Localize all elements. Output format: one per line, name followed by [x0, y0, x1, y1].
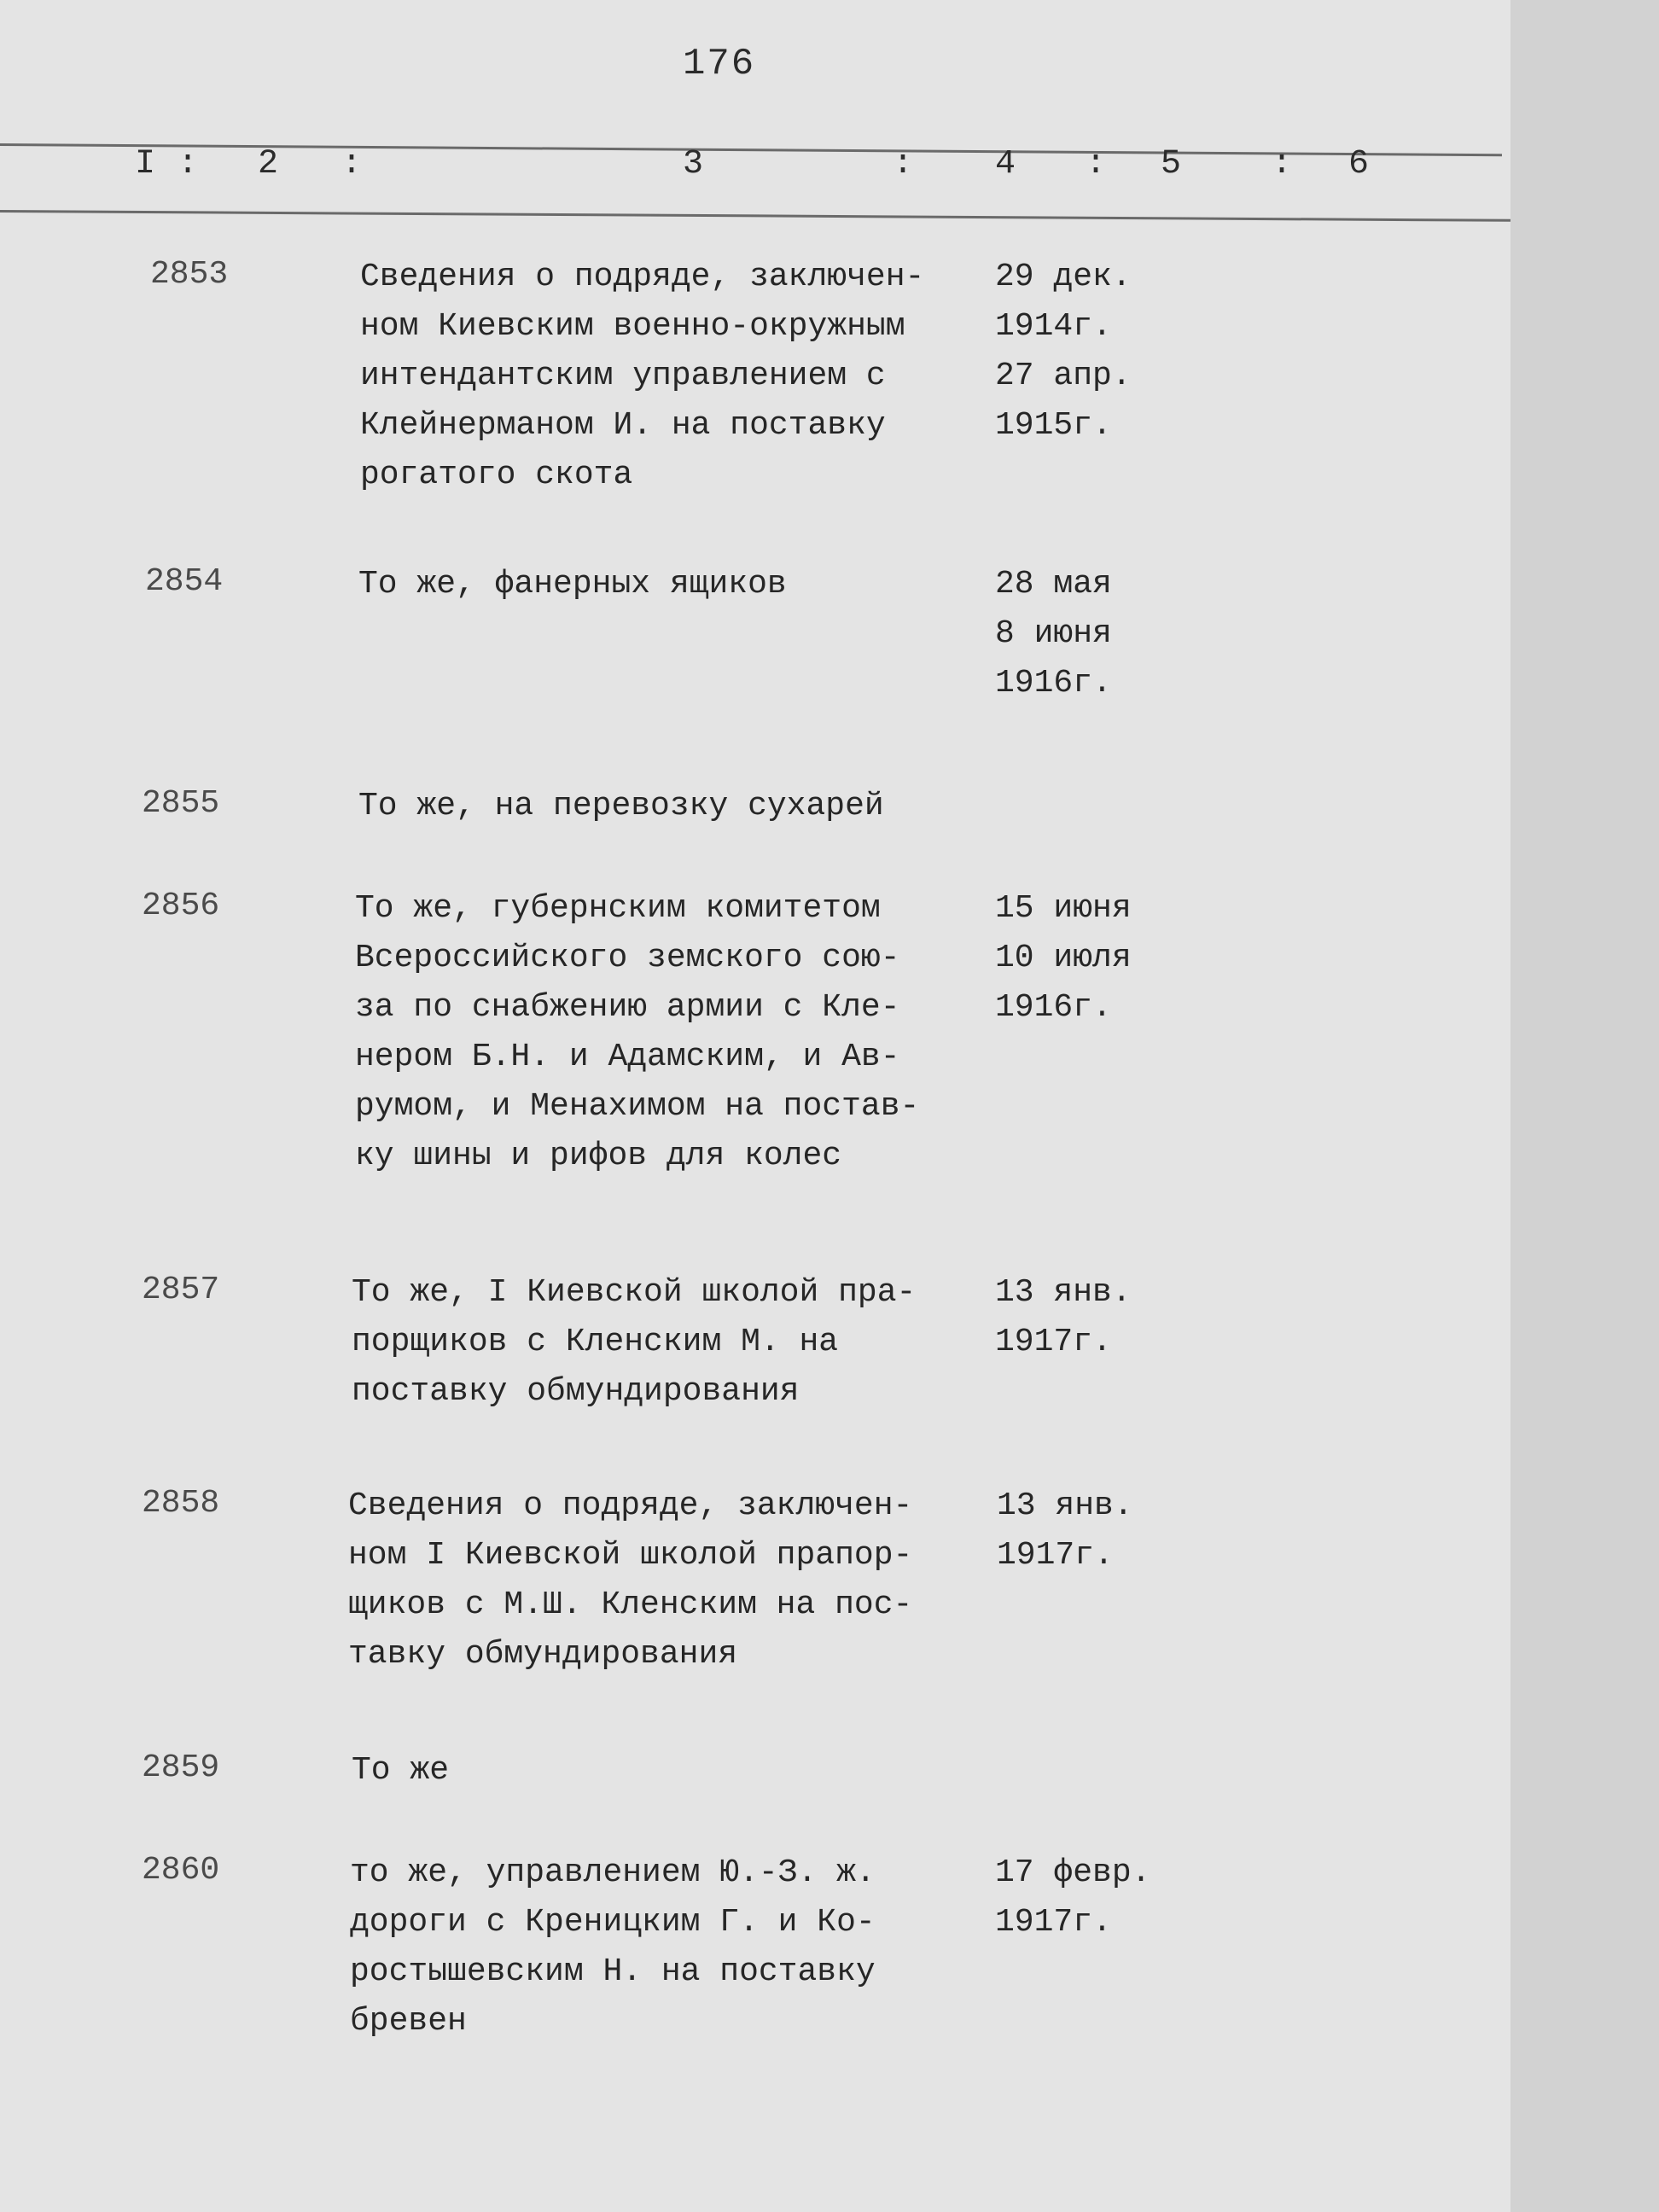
entry-date-line: 10 июля — [995, 940, 1132, 976]
col-header-sep: : — [178, 145, 199, 183]
entry-title-line: поставку обмундирования — [352, 1373, 800, 1410]
entry-number: 2860 — [142, 1852, 220, 1889]
page-number: 176 — [683, 43, 756, 85]
entry-date-line: 8 июня — [995, 615, 1112, 652]
entry-date-line: 1914г. — [995, 308, 1112, 345]
entry-title-line: то же, управлением Ю.-З. ж. — [350, 1854, 876, 1891]
col-header-sep: : — [1086, 145, 1107, 183]
entry-number: 2859 — [142, 1749, 220, 1786]
entry-date-line: 1916г. — [995, 989, 1112, 1026]
entry-number: 2856 — [142, 888, 220, 924]
entry-number: 2853 — [150, 256, 229, 293]
col-header-4: 4 — [995, 145, 1016, 183]
col-header-3: 3 — [683, 145, 704, 183]
entry-number: 2854 — [145, 563, 224, 600]
col-header-6: 6 — [1348, 145, 1370, 183]
entry-title-line: То же, губернским комитетом — [355, 890, 881, 927]
entry-title-line: Сведения о подряде, заключен- — [360, 259, 925, 295]
entry-title-line: щиков с М.Ш. Кленским на пос- — [348, 1586, 913, 1623]
entry-number: 2858 — [142, 1485, 220, 1522]
entry-title-line: ку шины и рифов для колес — [355, 1138, 842, 1174]
entry-date-line: 15 июня — [995, 890, 1132, 927]
entry-date-line: 29 дек. — [995, 259, 1132, 295]
entry-date-line: 27 апр. — [995, 358, 1132, 394]
entry-title-line: румом, и Менахимом на постав- — [355, 1088, 920, 1125]
col-header-5: 5 — [1161, 145, 1182, 183]
entry-title-line: тавку обмундирования — [348, 1636, 738, 1673]
col-header-sep: : — [341, 145, 363, 183]
entry-date-line: 1917г. — [997, 1537, 1114, 1574]
entry-title-line: рогатого скота — [360, 457, 633, 493]
col-header-1: I — [135, 145, 156, 183]
entry-date-line: 1916г. — [995, 665, 1112, 701]
page-edge — [1511, 0, 1659, 2212]
entry-title-line: То же, I Киевской школой пра- — [352, 1274, 917, 1311]
entry-title-line: Всероссийского земского сою- — [355, 940, 900, 976]
entry-title-line: ном Киевским военно-окружным — [360, 308, 905, 345]
entry-date-line: 1917г. — [995, 1324, 1112, 1360]
entry-title-line: интендантским управлением с — [360, 358, 886, 394]
entry-title-line: ном I Киевской школой прапор- — [348, 1537, 913, 1574]
col-header-sep: : — [1272, 145, 1293, 183]
entry-date-line: 17 февр. — [995, 1854, 1151, 1891]
entry-number: 2857 — [142, 1272, 220, 1308]
entry-date-line: 13 янв. — [995, 1274, 1132, 1311]
entry-title-line: Сведения о подряде, заключен- — [348, 1487, 913, 1524]
entry-title-line: То же, фанерных ящиков — [358, 566, 787, 602]
entry-date-line: 28 мая — [995, 566, 1112, 602]
entry-title-line: ростышевским Н. на поставку — [350, 1953, 876, 1990]
entry-date-line: 13 янв. — [997, 1487, 1133, 1524]
entry-title-line: дороги с Креницким Г. и Ко- — [350, 1904, 876, 1941]
entry-title-line: То же, на перевозку сухарей — [358, 788, 884, 824]
entry-title-line: нером Б.Н. и Адамским, и Ав- — [355, 1039, 900, 1075]
entry-title-line: за по снабжению армии с Кле- — [355, 989, 900, 1026]
entry-title-line: порщиков с Кленским М. на — [352, 1324, 839, 1360]
col-header-2: 2 — [258, 145, 279, 183]
entry-date-line: 1915г. — [995, 407, 1112, 444]
entry-number: 2855 — [142, 785, 220, 822]
entry-title-line: бревен — [350, 2003, 467, 2040]
entry-title-line: Клейнерманом И. на поставку — [360, 407, 886, 444]
entry-date-line: 1917г. — [995, 1904, 1112, 1941]
entry-title-line: То же — [352, 1752, 450, 1789]
col-header-sep: : — [893, 145, 914, 183]
